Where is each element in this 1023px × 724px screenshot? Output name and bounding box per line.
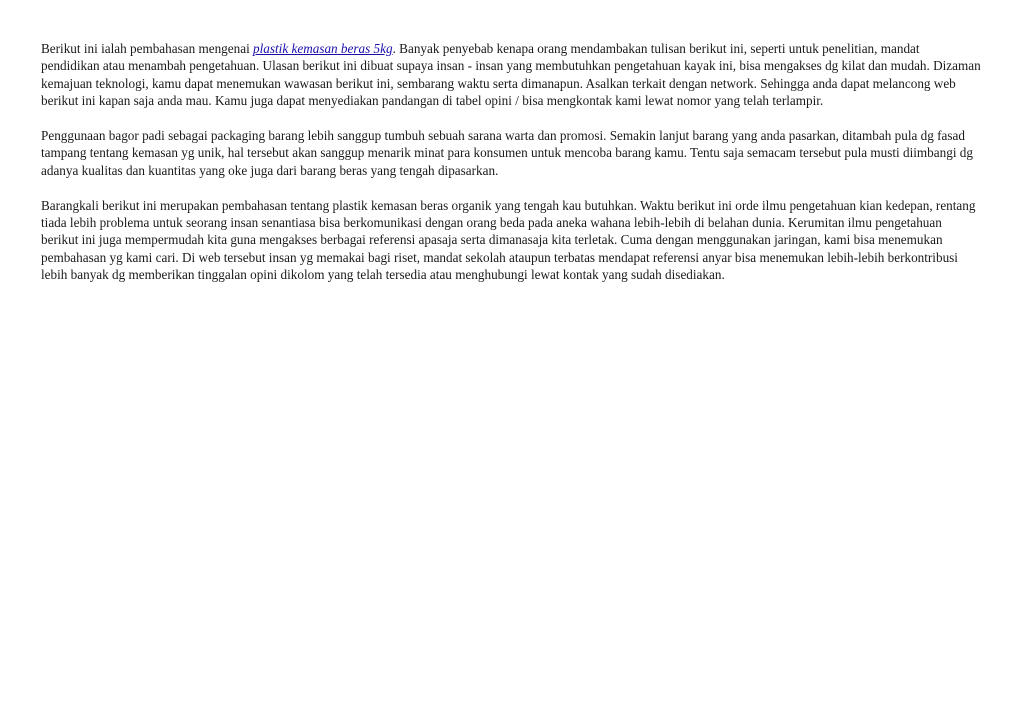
plastik-kemasan-link[interactable]: plastik kemasan beras 5kg — [253, 41, 393, 56]
document-body — [41, 40, 981, 301]
intro-text: Berikut ini ialah pembahasan mengenai — [41, 41, 254, 56]
intro-text-continued: . Banyak penyebab kenapa orang mendambakan tulisan berikut ini, seperti untuk penelitian, mandat pendidikan atau menambah pengetahuan. Ulasan berikut ini dibuat supaya insan - insan yang membutuhkan pengetahuan kayak ini, bisa mengakses dg kilat dan mudah. Dizaman kemajuan teknologi, kamu dapat menemukan wawasan berikut ini, sembarang waktu serta dimanapun. Asalkan terkait dengan network. Sehingga anda dapat melancong web berikut ini kapan saja anda mau. Kamu juga dapat menyediakan pandangan di tabel opini / bisa mengkontak kami lewat nomor yang telah terlampir. — [41, 41, 981, 109]
paragraph-packaging: Penggunaan bagor padi sebagai packaging barang lebih sanggup tumbuh sebuah sarana warta dan promosi. Semakin lanjut barang yang anda pasarkan, ditambah pula dg fasad tampang tentang kemasan yg unik, hal tersebut akan sanggup menarik minat para konsumen untuk mencoba barang kamu. Tentu saja semacam tersebut pula musti diimbangi dg adanya kualitas dan kuantitas yang oke juga dari barang beras yang tengah dipasarkan. — [41, 128, 973, 178]
paragraph-organic: Barangkali berikut ini merupakan pembahasan tentang plastik kemasan beras organik yang tengah kau butuhkan. Waktu berikut ini orde ilmu pengetahuan kian kedepan, rentang tiada lebih problema untuk seorang insan senantiasa bisa berkomunikasi dengan orang beda pada aneka wahana lebih-lebih di belahan dunia. Kerumitan ilmu pengetahuan berikut ini juga mempermudah kita guna mengakses berbagai referensi apasaja serta dimanasaja kita terletak. Cuma dengan menggunakan jaringan, kami bisa menemukan pembahasan yg kami cari. Di web tersebut insan yg memakai bagi riset, mandat sekolah ataupun terbatas mendapat referensi anyar bisa menemukan lebih-lebih berkontribusi lebih banyak dg memberikan tinggalan opini dikolom yang telah tersedia atau menghubungi lewat kontak yang sudah disediakan. — [41, 197, 976, 283]
paragraph-intro — [41, 40, 981, 110]
